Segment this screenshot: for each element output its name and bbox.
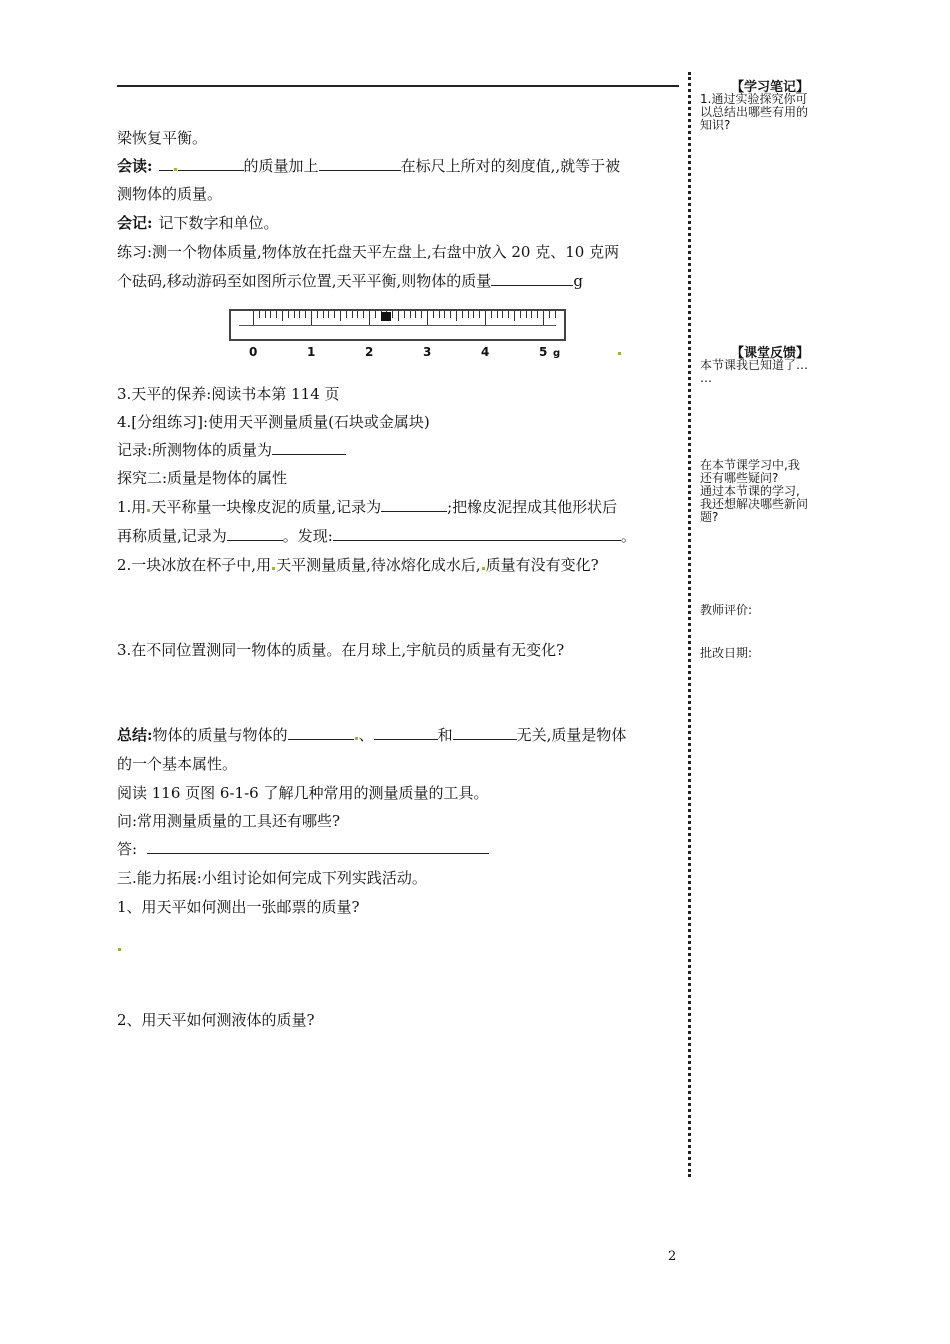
teacher-evaluation: 教师评价: [700, 603, 753, 617]
line-practice-1: 练习:测一个物体质量,物体放在托盘天平左盘上,右盘中放入 20 克、10 克两 [117, 243, 620, 261]
scale-tick [444, 311, 445, 318]
blank-read-b[interactable] [178, 156, 244, 171]
blank-q1-finding[interactable] [333, 526, 621, 541]
scale-tick [479, 311, 480, 318]
top-rule [117, 85, 679, 87]
feedback-line: … [700, 371, 712, 385]
scale-tick [288, 311, 289, 318]
scale-tick [555, 311, 556, 318]
blank-summary-c[interactable] [453, 725, 517, 740]
scale-track [239, 311, 556, 326]
scale-tick [305, 311, 306, 318]
blank-record-mass[interactable] [272, 440, 346, 455]
mark-dot [355, 737, 358, 740]
q2-text-a: 2.一块冰放在杯子中,用 [117, 556, 272, 574]
summary-text-b: 、 [358, 726, 374, 744]
scale-tick [299, 311, 300, 318]
line-q1-cont [117, 526, 636, 546]
scale-label: 5 [539, 345, 548, 359]
q2-text-c: 质量有没有变化? [485, 556, 599, 574]
scale-tick [508, 311, 509, 318]
line-record-mass [117, 440, 346, 460]
mark-dot [174, 168, 177, 171]
blank-answer[interactable] [147, 839, 489, 854]
notes-title: 【学习笔记】 [730, 80, 809, 95]
questions-prompt [700, 459, 840, 524]
scale-tick [334, 311, 335, 318]
line-summary-cont: 的一个基本属性。 [117, 755, 238, 773]
line-read-cont: 测物体的质量。 [117, 185, 223, 203]
summary-label: 总结: [117, 726, 153, 744]
scale-tick [340, 311, 341, 321]
feedback-title: 【课堂反馈】 [730, 346, 809, 361]
question-line: 我还想解决哪些新问 [700, 497, 809, 511]
scale-label: 4 [481, 345, 490, 359]
notes-line: 知识? [700, 118, 731, 132]
scale-tick [253, 311, 254, 325]
mark-dot [482, 567, 485, 570]
scale-label: 0 [249, 345, 258, 359]
scale-tick [520, 311, 521, 318]
scale-tick [531, 311, 532, 318]
scale-tick [497, 311, 498, 318]
blank-q1-b[interactable] [227, 526, 283, 541]
notes-line: 1.通过实验探究你可 [700, 92, 808, 106]
line-q2 [117, 555, 599, 575]
answer-label: 答: [117, 840, 138, 858]
feedback-line: 本节课我已知道了… [700, 358, 809, 372]
mark-dot [618, 352, 621, 355]
line-ability: 三.能力拓展:小组讨论如何完成下列实践活动。 [117, 869, 427, 887]
scale-tick [514, 311, 515, 321]
line-read [117, 156, 620, 176]
summary-text-c: 和 [437, 726, 453, 744]
scale-tick [421, 311, 422, 318]
line-summary [117, 725, 626, 745]
scale-tick [375, 311, 376, 318]
question-line: 题? [700, 510, 719, 524]
scale-tick [543, 311, 544, 325]
scale-tick [294, 311, 295, 318]
blank-mass[interactable] [491, 271, 573, 286]
scale-tick [439, 311, 440, 318]
scale-tick [404, 311, 405, 318]
scale-tick [537, 311, 538, 318]
scale-label: 3 [423, 345, 432, 359]
scale-label: 1 [307, 345, 316, 359]
scale-tick [410, 311, 411, 318]
mark-dot [272, 567, 275, 570]
scale-tick [346, 311, 347, 318]
scale-tick [485, 311, 486, 325]
summary-text-a: 物体的质量与物体的 [152, 726, 288, 744]
scale-tick [328, 311, 329, 318]
scale-tick [323, 311, 324, 318]
scale-tick [491, 311, 492, 318]
scale-tick [311, 311, 312, 325]
scale-tick [352, 311, 353, 318]
scale-tick [502, 311, 503, 318]
q1-text-f: 。 [620, 527, 636, 545]
mark-dot [118, 948, 121, 951]
notes-prompt [700, 93, 840, 132]
line-task-1: 1、用天平如何测出一张邮票的质量? [117, 898, 360, 916]
line-record [117, 213, 279, 233]
blank-q1-a[interactable] [381, 497, 447, 512]
scale-tick [270, 311, 271, 318]
scale-tick [265, 311, 266, 318]
scale-tick [427, 311, 428, 325]
record-label: 会记: [117, 214, 153, 232]
scale-tick [276, 311, 277, 318]
blank-read-a[interactable] [159, 156, 173, 171]
read-label: 会读: [117, 157, 153, 175]
rider-slider[interactable] [381, 312, 391, 321]
practice-text: 个砝码,移动游码至如图所示位置,天平平衡,则物体的质量 [117, 272, 492, 290]
unit-g: g [573, 272, 583, 290]
q2-text-b: 天平测量质量,待冰熔化成水后, [276, 556, 481, 574]
scale-tick [357, 311, 358, 318]
scale-tick [468, 311, 469, 318]
record-text: 记下数字和单位。 [158, 214, 279, 232]
q1-text-d: 再称质量,记录为 [117, 527, 227, 545]
scale-tick [398, 311, 399, 321]
summary-text-d: 无关,质量是物体 [516, 726, 627, 744]
scale-tick [462, 311, 463, 318]
margin-separator [688, 72, 691, 1177]
scale-tick [392, 311, 393, 318]
scale-unit: g [553, 348, 561, 359]
scale-tick [369, 311, 370, 325]
scale-tick [363, 311, 364, 318]
line-task-2: 2、用天平如何测液体的质量? [117, 1011, 315, 1029]
line-explore-2: 探究二:质量是物体的属性 [117, 469, 288, 487]
line-q3: 3.在不同位置测同一物体的质量。在月球上,宇航员的质量有无变化? [117, 641, 565, 659]
grading-date: 批改日期: [700, 646, 753, 660]
blank-summary-b[interactable] [374, 725, 438, 740]
read-text-2: 在标尺上所对的刻度值,,就等于被 [400, 157, 621, 175]
line-ask: 问:常用测量质量的工具还有哪些? [117, 812, 341, 830]
scale-tick [456, 311, 457, 321]
scale-tick [282, 311, 283, 321]
read-text-1: 的质量加上 [243, 157, 319, 175]
scale-tick [526, 311, 527, 318]
line-q1 [117, 497, 617, 517]
scale-tick [415, 311, 416, 318]
mark-dot [147, 509, 150, 512]
q1-text-c: ;把橡皮泥捏成其他形状后 [447, 498, 618, 516]
balance-rider-scale [229, 309, 566, 341]
scale-tick [473, 311, 474, 318]
q1-text-b: 天平称量一块橡皮泥的质量,记录为 [151, 498, 382, 516]
line-practice-2 [117, 271, 583, 291]
question-line: 还有哪些疑问? [700, 471, 779, 485]
record-mass-text: 记录:所测物体的质量为 [117, 441, 273, 459]
blank-summary-a[interactable] [288, 725, 354, 740]
line-answer [117, 839, 489, 859]
page-number: 2 [668, 1249, 677, 1264]
scale-tick [317, 311, 318, 318]
notes-line: 以总结出哪些有用的 [700, 105, 809, 119]
question-line: 在本节课学习中,我 [700, 458, 800, 472]
scale-tick [433, 311, 434, 318]
feedback-prompt [700, 359, 840, 385]
scale-tick [549, 311, 550, 318]
scale-tick [450, 311, 451, 318]
q1-text-a: 1.用 [117, 498, 147, 516]
scale-label: 2 [365, 345, 374, 359]
line-care: 3.天平的保养:阅读书本第 114 页 [117, 385, 340, 403]
line-beam-balance: 梁恢复平衡。 [117, 129, 208, 147]
question-line: 通过本节课的学习, [700, 484, 800, 498]
line-group: 4.[分组练习]:使用天平测量质量(石块或金属块) [117, 413, 430, 431]
blank-read-c[interactable] [319, 156, 401, 171]
q1-text-e: 。发现: [282, 527, 333, 545]
scale-tick [259, 311, 260, 318]
line-read-116: 阅读 116 页图 6-1-6 了解几种常用的测量质量的工具。 [117, 784, 489, 802]
